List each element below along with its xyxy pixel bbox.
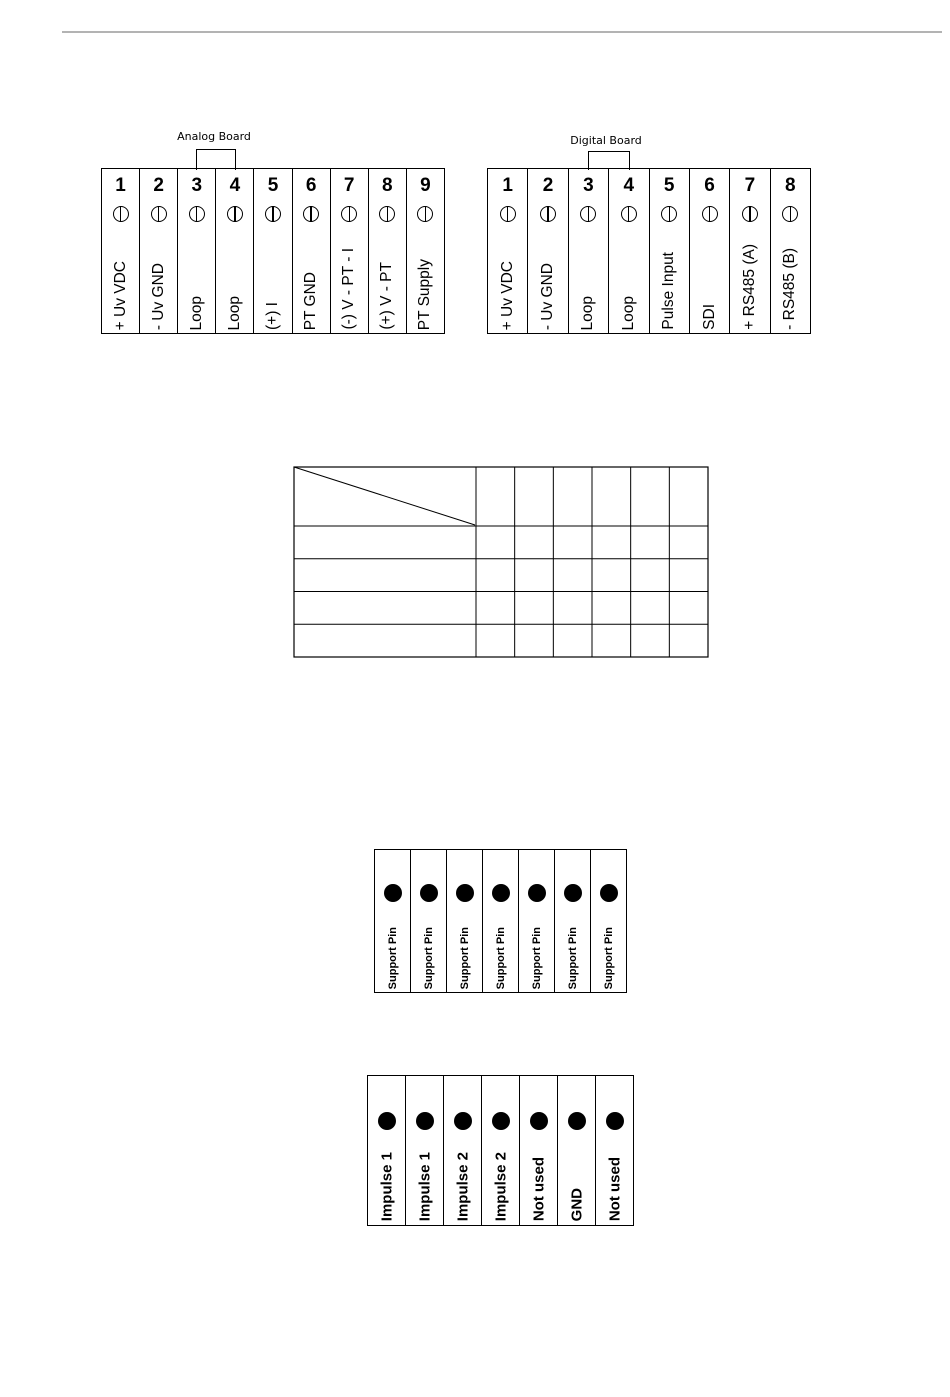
pin-dot-icon: [492, 884, 510, 902]
terminal-label: (+) V - PT: [378, 262, 396, 330]
analog-terminal-8: [369, 169, 407, 333]
screw-terminal-icon: [265, 206, 281, 222]
terminal-number: 9: [420, 175, 431, 196]
pin-dot-icon: [492, 1112, 510, 1130]
digital-terminal-4: [609, 169, 649, 333]
terminal-label: Pulse Input: [660, 252, 678, 330]
terminal-number: 3: [191, 175, 203, 196]
screw-terminal-icon: [782, 206, 798, 222]
terminal-number: 8: [785, 175, 796, 196]
digital-terminal-6: [690, 169, 730, 333]
pin-cell: [406, 1076, 444, 1225]
terminal-number: 2: [542, 175, 554, 196]
terminal-number: 7: [343, 175, 355, 196]
config-table: [293, 466, 709, 658]
table-border: [294, 467, 708, 657]
terminal-label: PT GND: [302, 271, 320, 330]
pin-label: Impulse 1: [378, 1151, 395, 1221]
terminal-label: + Uv VDC: [111, 260, 129, 330]
terminal-number: 4: [623, 175, 635, 196]
terminal-number: 5: [267, 175, 279, 196]
header-diagonal: [294, 467, 475, 525]
pin-cell: [447, 850, 483, 992]
screw-terminal-icon: [500, 206, 516, 222]
terminal-label: - Uv GND: [149, 262, 167, 330]
terminal-label: SDI: [700, 304, 718, 330]
pin-dot-icon: [600, 884, 618, 902]
terminal-number: 8: [382, 175, 393, 196]
pin-cell: [482, 1076, 520, 1225]
terminal-number: 6: [704, 175, 715, 196]
terminal-label: (-) V - PT - I: [340, 248, 358, 330]
pin-cell: [558, 1076, 596, 1225]
pin-cell: [591, 850, 626, 992]
pin-dot-icon: [420, 884, 438, 902]
screw-terminal-icon: [742, 206, 758, 222]
screw-terminal-icon: [540, 206, 556, 222]
screw-terminal-icon: [379, 206, 395, 222]
screw-terminal-icon: [341, 206, 357, 222]
terminal-label: + Uv VDC: [498, 260, 516, 330]
pin-label: Support Pin: [458, 926, 471, 989]
screw-terminal-icon: [621, 206, 637, 222]
terminal-label: - RS485 (B): [781, 248, 799, 330]
pin-label: Support Pin: [494, 926, 507, 989]
analog-terminal-9: [407, 169, 444, 333]
digital-terminal-8: [771, 169, 810, 333]
analog-board-bracket: [196, 149, 236, 170]
pin-dot-icon: [454, 1112, 472, 1130]
pin-cell: [596, 1076, 633, 1225]
pin-dot-icon: [416, 1112, 434, 1130]
digital-terminal-7: [730, 169, 770, 333]
pin-dot-icon: [378, 1112, 396, 1130]
screw-terminal-icon: [661, 206, 677, 222]
pin-dot-icon: [568, 1112, 586, 1130]
pin-dot-icon: [530, 1112, 548, 1130]
terminal-label: Loop: [187, 295, 205, 330]
screw-terminal-icon: [227, 206, 243, 222]
terminal-number: 6: [305, 175, 317, 196]
terminal-number: 1: [115, 175, 126, 196]
support-pin-strip: [374, 849, 627, 993]
digital-terminal-3: [569, 169, 609, 333]
terminal-label: Loop: [579, 295, 597, 330]
terminal-number: 2: [153, 175, 164, 196]
terminal-label: PT Supply: [416, 258, 434, 330]
pin-label: Impulse 2: [492, 1151, 509, 1221]
analog-terminal-3: [178, 169, 216, 333]
digital-terminal-5: [650, 169, 690, 333]
pin-label: GND: [568, 1187, 585, 1221]
terminal-label: (+) I: [263, 302, 281, 330]
terminal-number: 5: [663, 175, 675, 196]
digital-terminal-1: [488, 169, 528, 333]
terminal-number: 7: [744, 175, 756, 196]
screw-terminal-icon: [303, 206, 319, 222]
analog-terminal-7: [331, 169, 369, 333]
analog-terminal-6: [293, 169, 331, 333]
screw-terminal-icon: [113, 206, 129, 222]
screw-terminal-icon: [189, 206, 205, 222]
screw-terminal-icon: [151, 206, 167, 222]
pin-cell: [444, 1076, 482, 1225]
top-rule: [62, 31, 942, 33]
pin-label: Support Pin: [530, 926, 543, 989]
pin-label: Impulse 1: [416, 1151, 433, 1221]
pin-cell: [375, 850, 411, 992]
analog-terminal-5: [254, 169, 292, 333]
pin-cell: [555, 850, 591, 992]
screw-terminal-icon: [580, 206, 596, 222]
pin-dot-icon: [384, 884, 402, 902]
pin-label: Not used: [606, 1156, 623, 1221]
terminal-label: Loop: [619, 295, 637, 330]
pin-label: Support Pin: [386, 926, 399, 989]
pin-label: Support Pin: [602, 926, 615, 989]
pin-label: Support Pin: [422, 926, 435, 989]
pin-cell: [368, 1076, 406, 1225]
analog-terminal-4: [216, 169, 254, 333]
pin-dot-icon: [528, 884, 546, 902]
terminal-label: - Uv GND: [539, 262, 557, 330]
pin-cell: [483, 850, 519, 992]
screw-terminal-icon: [702, 206, 718, 222]
pin-label: Support Pin: [566, 926, 579, 989]
terminal-label: Loop: [225, 295, 243, 330]
pin-label: Not used: [530, 1156, 547, 1221]
pin-dot-icon: [606, 1112, 624, 1130]
analog-terminal-block: [101, 168, 445, 334]
terminal-number: 4: [229, 175, 241, 196]
digital-terminal-2: [528, 169, 568, 333]
analog-terminal-1: [102, 169, 140, 333]
screw-terminal-icon: [417, 206, 433, 222]
digital-terminal-block: [487, 168, 811, 334]
pin-label: Impulse 2: [454, 1151, 471, 1221]
terminal-number: 3: [583, 175, 594, 196]
pin-cell: [411, 850, 447, 992]
analog-board-label: Analog Board: [177, 130, 251, 143]
pin-cell: [520, 1076, 558, 1225]
impulse-connector-strip: [367, 1075, 634, 1226]
pin-cell: [519, 850, 555, 992]
analog-terminal-2: [140, 169, 178, 333]
pin-dot-icon: [456, 884, 474, 902]
digital-board-label: Digital Board: [570, 134, 642, 147]
pin-dot-icon: [564, 884, 582, 902]
terminal-label: + RS485 (A): [740, 244, 758, 330]
terminal-number: 1: [502, 175, 513, 196]
